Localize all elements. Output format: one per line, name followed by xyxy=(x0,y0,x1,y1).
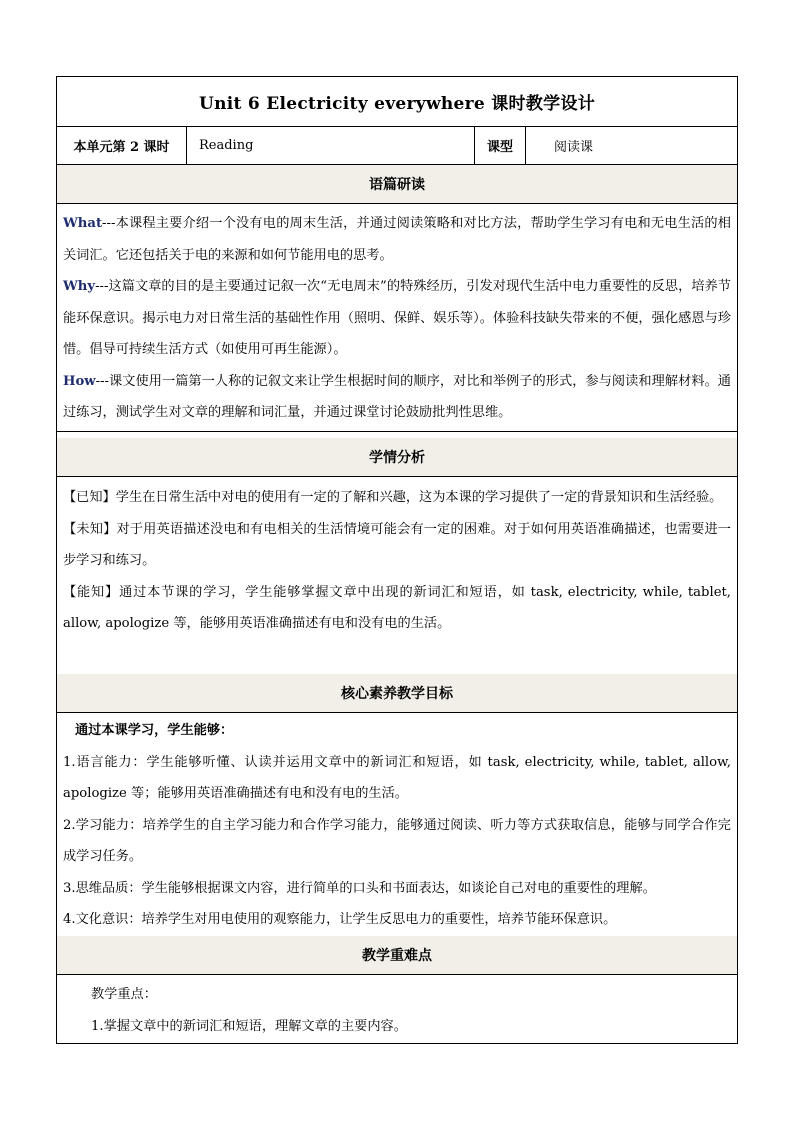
section-body xyxy=(57,713,737,938)
section-key-points xyxy=(57,936,737,1042)
goal-item: 1.语言能力：学生能够听懂、认读并运用文章中的新词汇和短语，如 task, electricity, while, tablet, allow, apologize 等；能够用英语准确描述有电和没有电的生活。 xyxy=(63,754,731,801)
section-heading: 语篇研读 xyxy=(57,165,737,204)
section-text-study xyxy=(57,165,737,432)
goal-item: 2.学习能力：培养学生的自主学习能力和合作学习能力，能够通过阅读、听力等方式获取信息，能够与同学合作完成学习任务。 xyxy=(63,817,731,864)
lesson-topic: Reading xyxy=(187,127,475,164)
lesson-type-value: 阅读课 xyxy=(554,140,594,155)
why-text: ---这篇文章的目的是主要通过记叙一次“无电周末”的特殊经历，引发对现代生活中电力重要性的反思，培养节能环保意识。揭示电力对日常生活的基础性作用（照明、保鲜、娱乐等）。体验科技缺失带来的不便，强化感恩与珍惜。倡导可持续生活方式（如使用可再生能源）。 xyxy=(63,279,731,357)
how-label: How xyxy=(63,373,96,389)
meta-row xyxy=(57,127,737,165)
what-paragraph xyxy=(63,208,731,271)
how-paragraph xyxy=(63,366,731,429)
key-points-subheading: 教学重点： xyxy=(91,987,157,1002)
section-body xyxy=(57,477,737,679)
known-paragraph: 【已知】学生在日常生活中对电的使用有一定的了解和兴趣，这为本课的学习提供了一定的背景知识和生活经验。 xyxy=(63,490,723,505)
section-learner-analysis xyxy=(57,438,737,679)
section-heading: 教学重难点 xyxy=(57,936,737,975)
section-body xyxy=(57,204,737,432)
document-title: Unit 6 Electricity everywhere 课时教学设计 xyxy=(57,77,737,127)
section-heading: 核心素养教学目标 xyxy=(57,674,737,713)
why-label: Why xyxy=(63,279,96,294)
why-paragraph xyxy=(63,271,731,366)
goals-intro: 通过本课学习，学生能够： xyxy=(75,723,234,738)
able-paragraph: 【能知】通过本节课的学习，学生能够掌握文章中出现的新词汇和短语，如 task, electricity, while, tablet, allow, apologize 等，能够用英语准确描述有电和没有电的生活。 xyxy=(63,584,731,631)
section-heading: 学情分析 xyxy=(57,438,737,477)
lesson-number-label: 本单元第 2 课时 xyxy=(57,127,187,164)
section-body xyxy=(57,975,737,1042)
lesson-type-label: 课型 xyxy=(475,127,526,164)
how-text: ---课文使用一篇第一人称的记叙文来让学生根据时间的顺序，对比和举例子的形式，参与阅读和理解材料。通过练习，测试学生对文章的理解和词汇量，并通过课堂讨论鼓励批判性思维。 xyxy=(63,373,731,420)
lesson-plan-table xyxy=(56,76,738,1044)
what-text: ---本课程主要介绍一个没有电的周末生活，并通过阅读策略和对比方法，帮助学生学习有电和无电生活的相关词汇。它还包括关于电的来源和如何节能用电的思考。 xyxy=(63,216,731,263)
key-point-item: 1.掌握文章中的新词汇和短语，理解文章的主要内容。 xyxy=(91,1018,407,1034)
unknown-paragraph: 【未知】对于用英语描述没电和有电相关的生活情境可能会有一定的困难。对于如何用英语准确描述，也需要进一步学习和练习。 xyxy=(63,521,731,568)
goal-item: 4.文化意识：培养学生对用电使用的观察能力，让学生反思电力的重要性，培养节能环保意识。 xyxy=(63,912,617,927)
goal-item: 3.思维品质：学生能够根据课文内容，进行简单的口头和书面表达，如谈论自己对电的重要性的理解。 xyxy=(63,880,656,896)
what-label: What xyxy=(63,216,103,231)
section-goals xyxy=(57,674,737,938)
